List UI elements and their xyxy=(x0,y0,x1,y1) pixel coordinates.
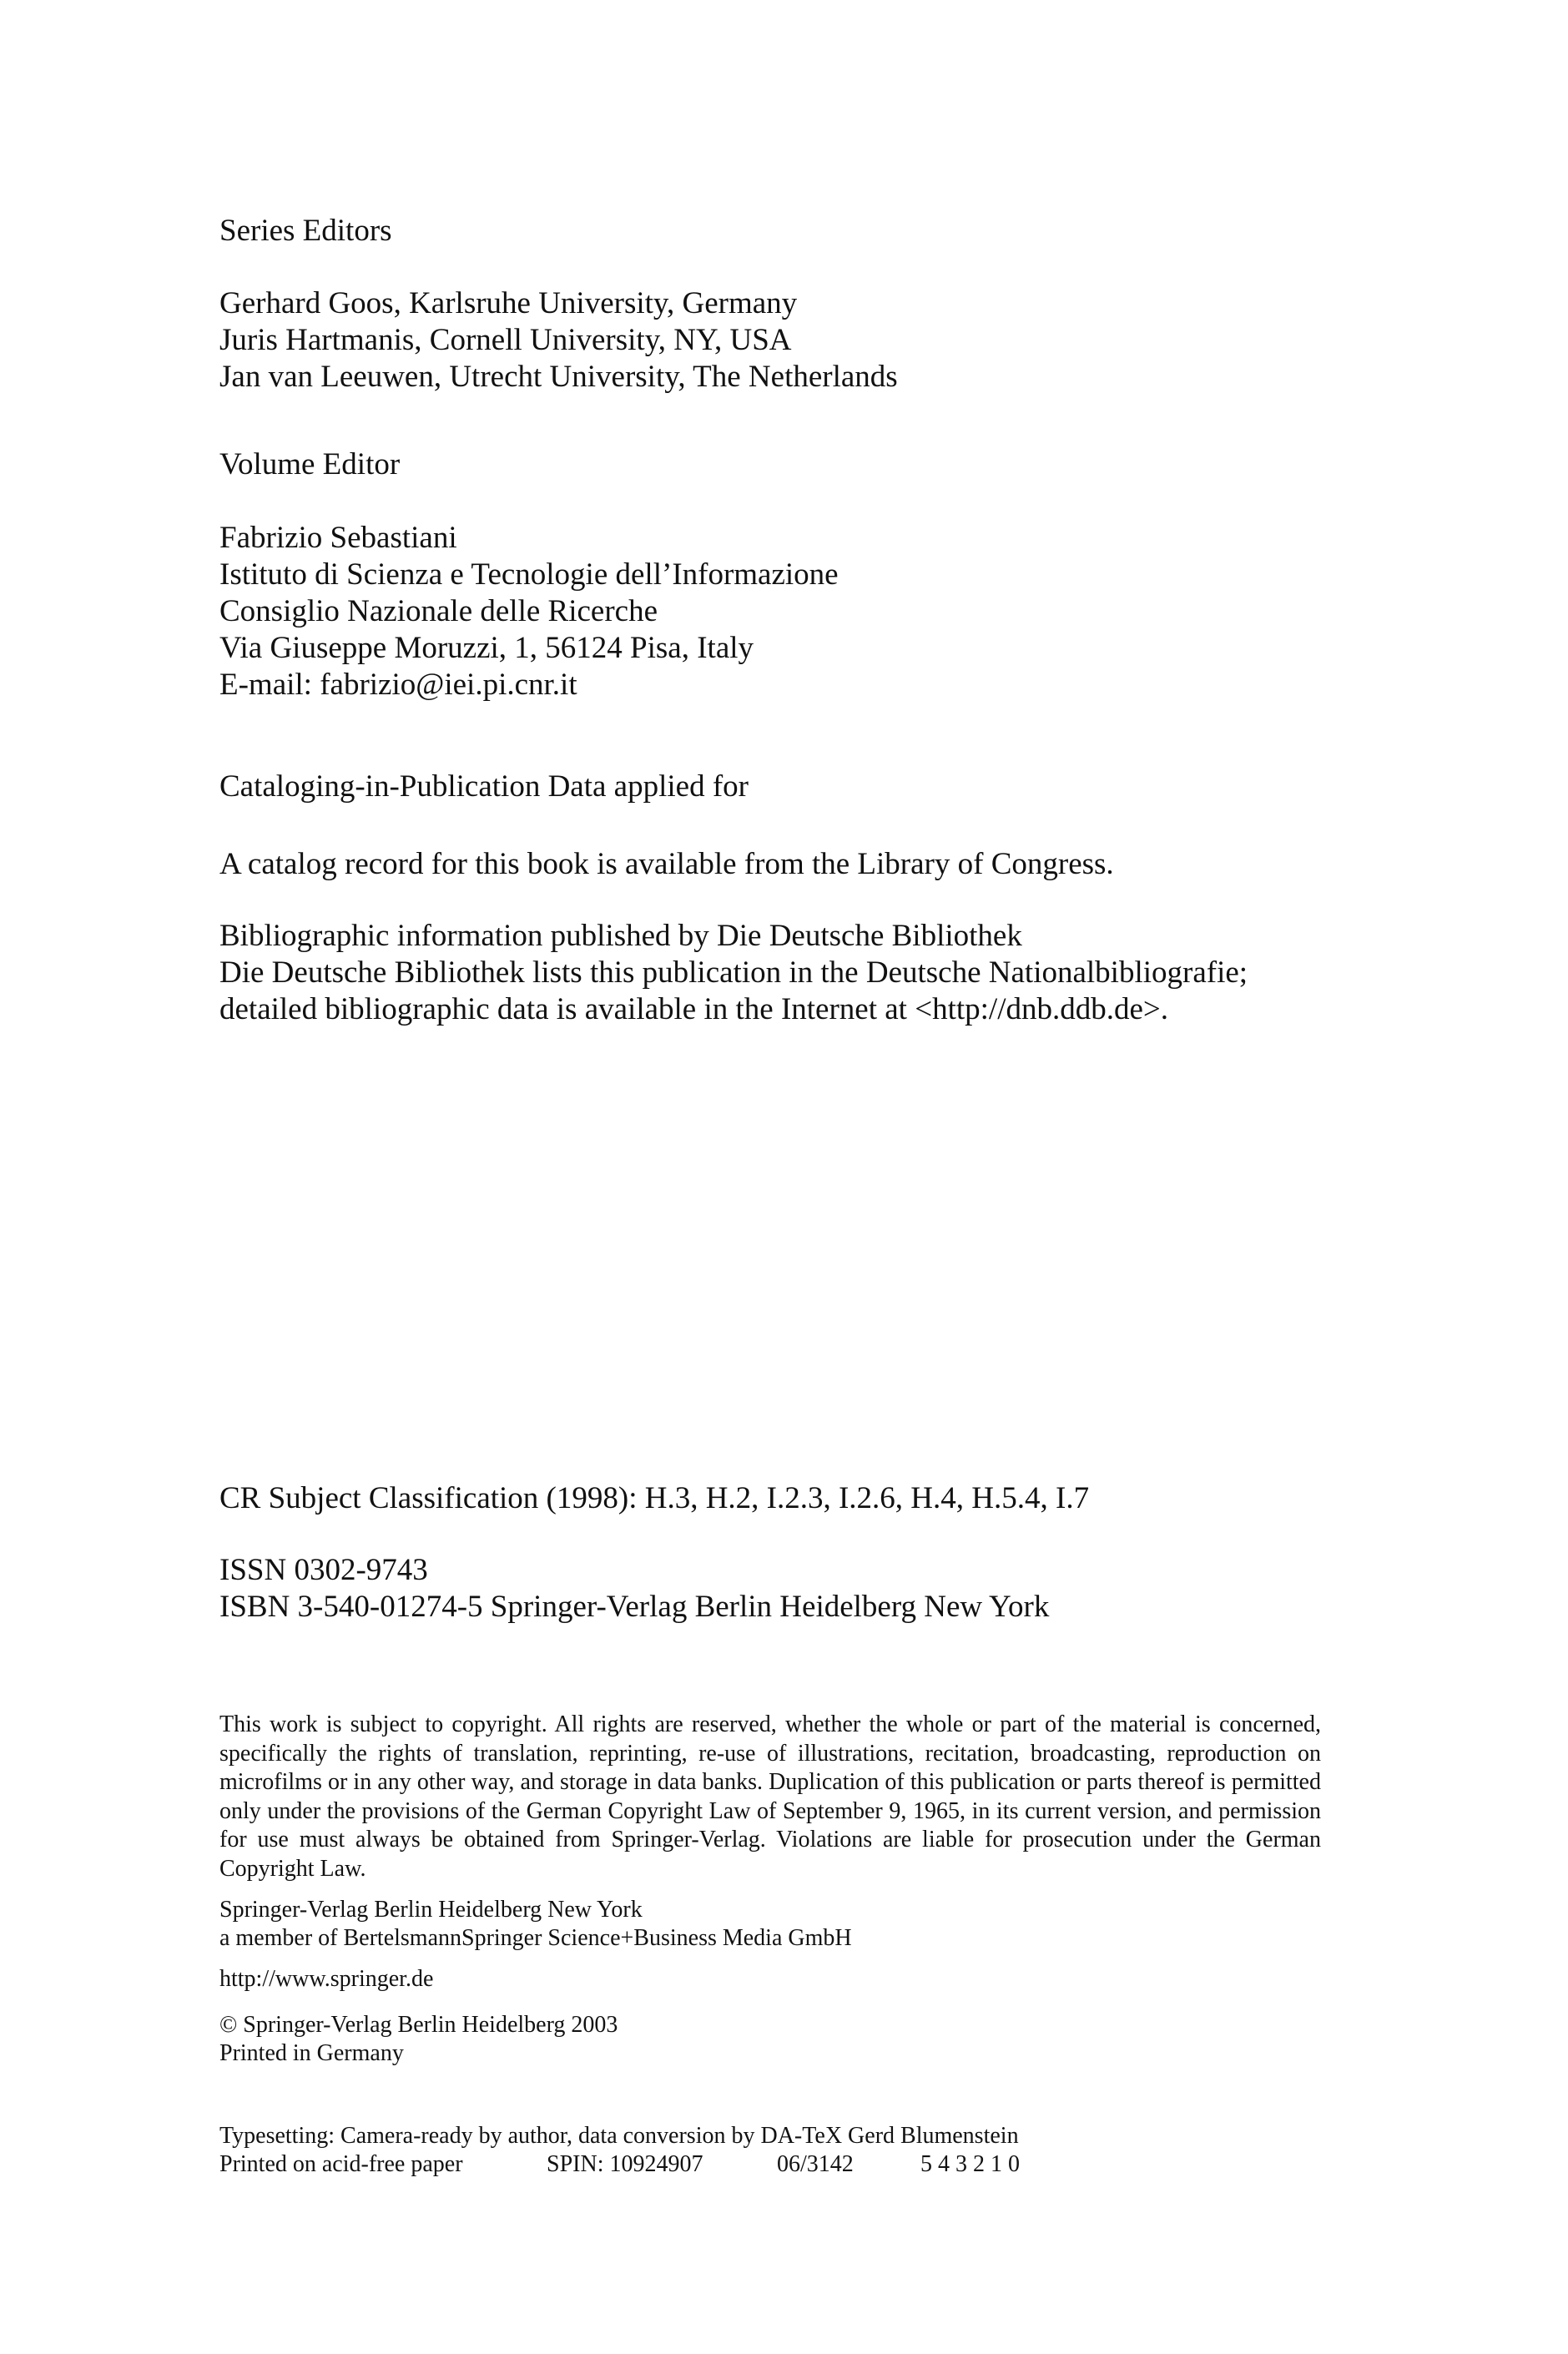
series-editors-title: Series Editors xyxy=(219,214,392,248)
cr-classification-text: CR Subject Classification (1998): H.3, H.2, I.2.3, I.2.6, H.4, H.5.4, I.7 xyxy=(219,1481,1090,1515)
copyright-line xyxy=(219,2011,618,2068)
volume-editor-line: Istituto di Scienza e Tecnologie dell’Informazione xyxy=(219,557,839,592)
website-url: http://www.springer.de xyxy=(219,1966,434,1992)
copyright-notice: This work is subject to copyright. All rights are reserved, whether the whole or part of the material is concerned, specifically the rights of translation, reprinting, re-use of illustrations, recitation, broadcasting, reproduction on microfilms or in any other way, and storage in data banks. Duplication of this publication or parts thereof is permitted only under the provisions of the German Copyright Law of September 9, 1965, in its current version, and permission for use must always be obtained from Springer-Verlag. Violations are liable for prosecution under the German Copyright Law. xyxy=(219,1711,1321,1882)
series-editor-line: Gerhard Goos, Karlsruhe University, Germany xyxy=(219,286,798,320)
print-run: 5 4 3 2 1 0 xyxy=(920,2151,1020,2177)
volume-editor-email: E-mail: fabrizio@iei.pi.cnr.it xyxy=(219,668,577,702)
issn-isbn xyxy=(219,1552,1049,1626)
issn: ISSN 0302-9743 xyxy=(219,1553,428,1587)
copyright-holder: © Springer-Verlag Berlin Heidelberg 2003 xyxy=(219,2012,618,2038)
cip-text: Cataloging-in-Publication Data applied for xyxy=(219,769,749,804)
bibliographic-line: Bibliographic information published by Die Deutsche Bibliothek xyxy=(219,919,1022,953)
printing-details xyxy=(219,2150,1321,2179)
volume-editor-line: Via Giuseppe Moruzzi, 1, 56124 Pisa, Italy xyxy=(219,631,754,665)
bibliographic-info xyxy=(219,918,1248,1028)
volume-editor-heading xyxy=(219,446,400,483)
cip-statement xyxy=(219,769,749,805)
typesetting-text: Typesetting: Camera-ready by author, data conversion by DA-TeX Gerd Blumenstein xyxy=(219,2123,1019,2149)
series-editors-heading xyxy=(219,213,392,250)
publisher-line: Springer-Verlag Berlin Heidelberg New York xyxy=(219,1897,643,1923)
catalog-record-text: A catalog record for this book is available from the Library of Congress. xyxy=(219,847,1114,881)
print-code: 06/3142 xyxy=(777,2151,854,2177)
typesetting-info xyxy=(219,2122,1019,2150)
series-editors-list xyxy=(219,285,898,396)
bibliographic-line: Die Deutsche Bibliothek lists this publication in the Deutsche Nationalbibliografie; xyxy=(219,955,1248,990)
spin-number: SPIN: 10924907 xyxy=(547,2151,703,2177)
catalog-record xyxy=(219,846,1114,883)
volume-editor-title: Volume Editor xyxy=(219,447,401,481)
series-editor-line: Juris Hartmanis, Cornell University, NY, USA xyxy=(219,323,792,357)
publisher-website xyxy=(219,1965,433,1994)
isbn: ISBN 3-540-01274-5 Springer-Verlag Berlin Heidelberg New York xyxy=(219,1590,1050,1624)
bibliographic-line: detailed bibliographic data is available in the Internet at <http://dnb.ddb.de>. xyxy=(219,992,1169,1026)
printed-country: Printed in Germany xyxy=(219,2040,404,2066)
series-editor-line: Jan van Leeuwen, Utrecht University, The Netherlands xyxy=(219,360,898,394)
volume-editor-address xyxy=(219,520,839,703)
publisher-line: a member of BertelsmannSpringer Science+Business Media GmbH xyxy=(219,1925,852,1951)
volume-editor-line: Fabrizio Sebastiani xyxy=(219,521,457,555)
publisher-info xyxy=(219,1896,852,1953)
cr-classification xyxy=(219,1480,1089,1517)
volume-editor-line: Consiglio Nazionale delle Ricerche xyxy=(219,594,658,628)
paper-info: Printed on acid-free paper xyxy=(219,2151,463,2177)
